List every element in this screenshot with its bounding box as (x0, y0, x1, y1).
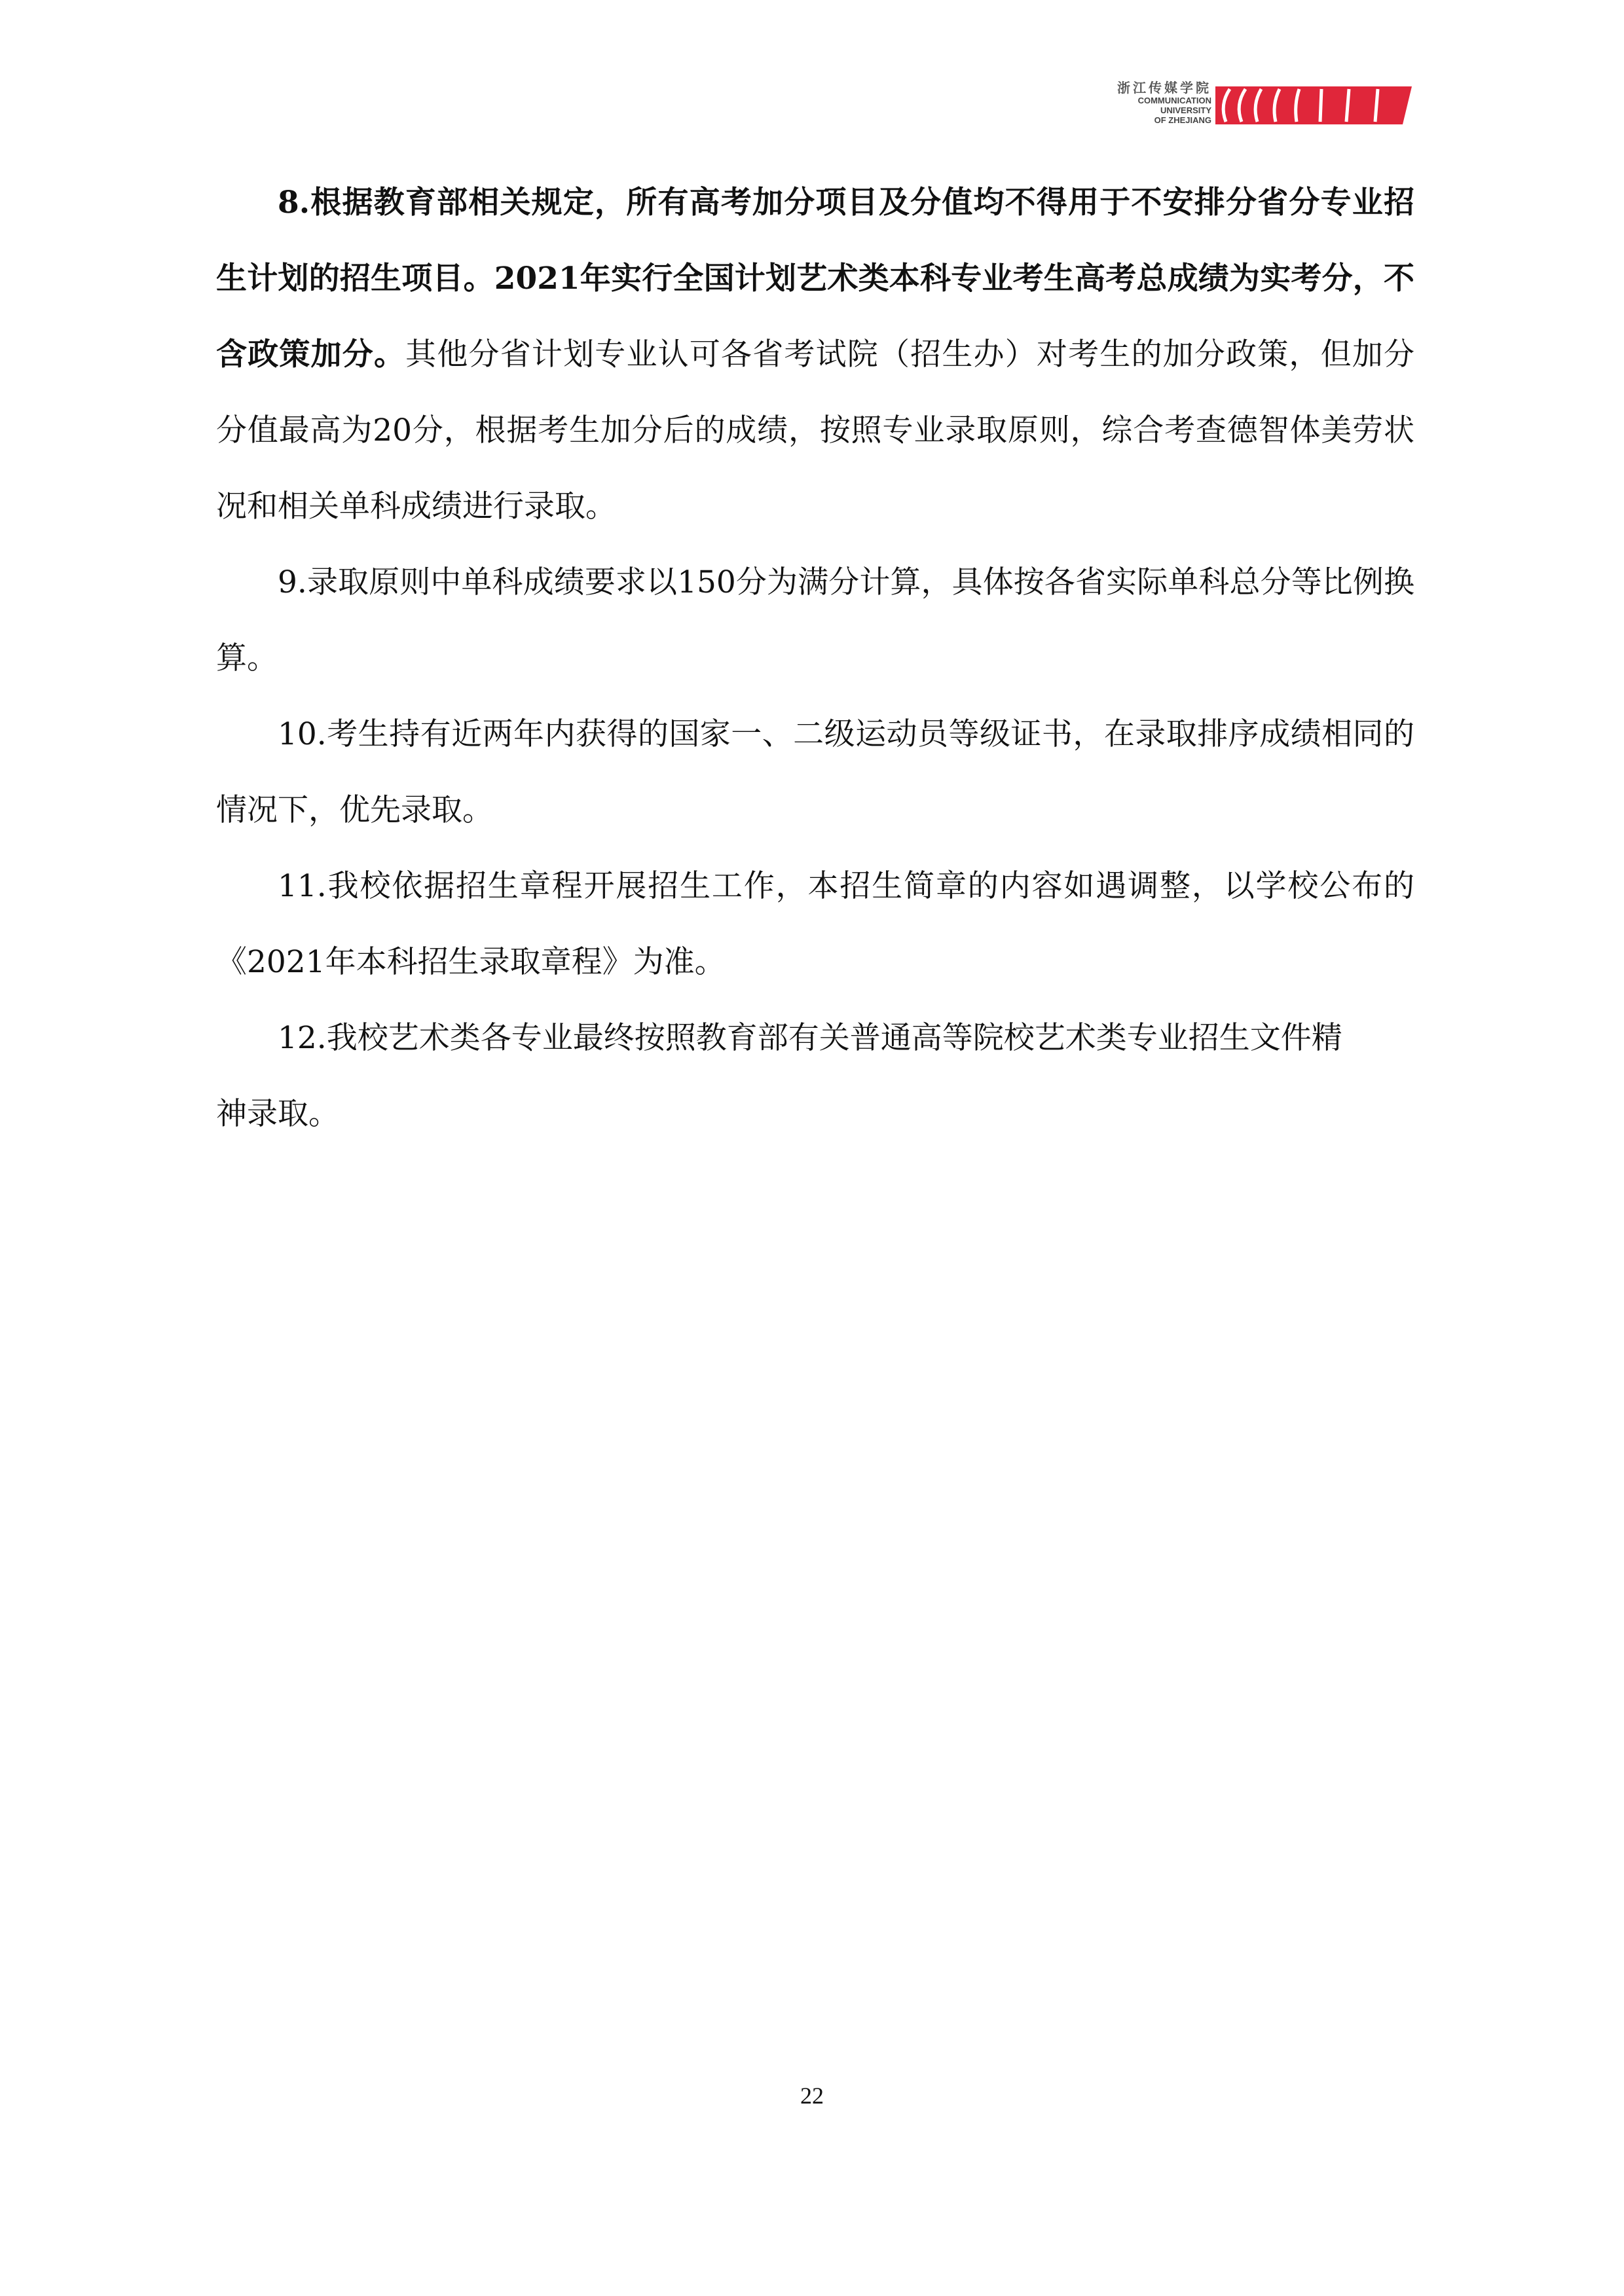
logo-english-line-3: OF ZHEJIANG (1154, 115, 1211, 125)
paragraph-8-normal-text: 其他分省计划专业认可各省考试院（招生办）对考生的加分政策，但加分分值最高为20分，根据考生加分后的成绩，按照专业录取原则，综合考查德智体美劳状况和相关单科成绩进行录取。 (216, 337, 1415, 524)
paragraph-11: 11.我校依据招生章程开展招生工作，本招生简章的内容如遇调整，以学校公布的《2021年本科招生录取章程》为准。 (216, 868, 1414, 980)
university-logo (1107, 76, 1414, 135)
paragraph-10: 10.考生持有近两年内获得的国家一、二级运动员等级证书，在录取排序成绩相同的情况下，优先录取。 (216, 716, 1414, 828)
paragraph-8-bold-text: 8.根据教育部相关规定，所有高考加分项目及分值均不得用于不安排分省分专业招生计划的招生项目。2021年实行全国计划艺术类本科专业考生高考总成绩为实考分，不含政策加分。 (216, 185, 1414, 373)
paragraph-12: 12.我校艺术类各专业最终按照教育部有关普通高等院校艺术类专业招生文件精神录取。 (216, 1020, 1342, 1132)
paragraph-8 (216, 165, 1414, 545)
paragraph-9: 9.录取原则中单科成绩要求以150分为满分计算，具体按各省实际单科总分等比例换算。 (216, 564, 1414, 676)
document-body (216, 165, 1414, 1152)
logo-text (1107, 80, 1211, 125)
logo-english-line-1: COMMUNICATION (1137, 96, 1211, 105)
logo-english-line-2: UNIVERSITY (1160, 105, 1211, 115)
logo-stripes-icon (1215, 82, 1412, 128)
page-number: 22 (800, 2083, 824, 2109)
logo-chinese-name: 浙江传媒学院 (1117, 80, 1211, 96)
